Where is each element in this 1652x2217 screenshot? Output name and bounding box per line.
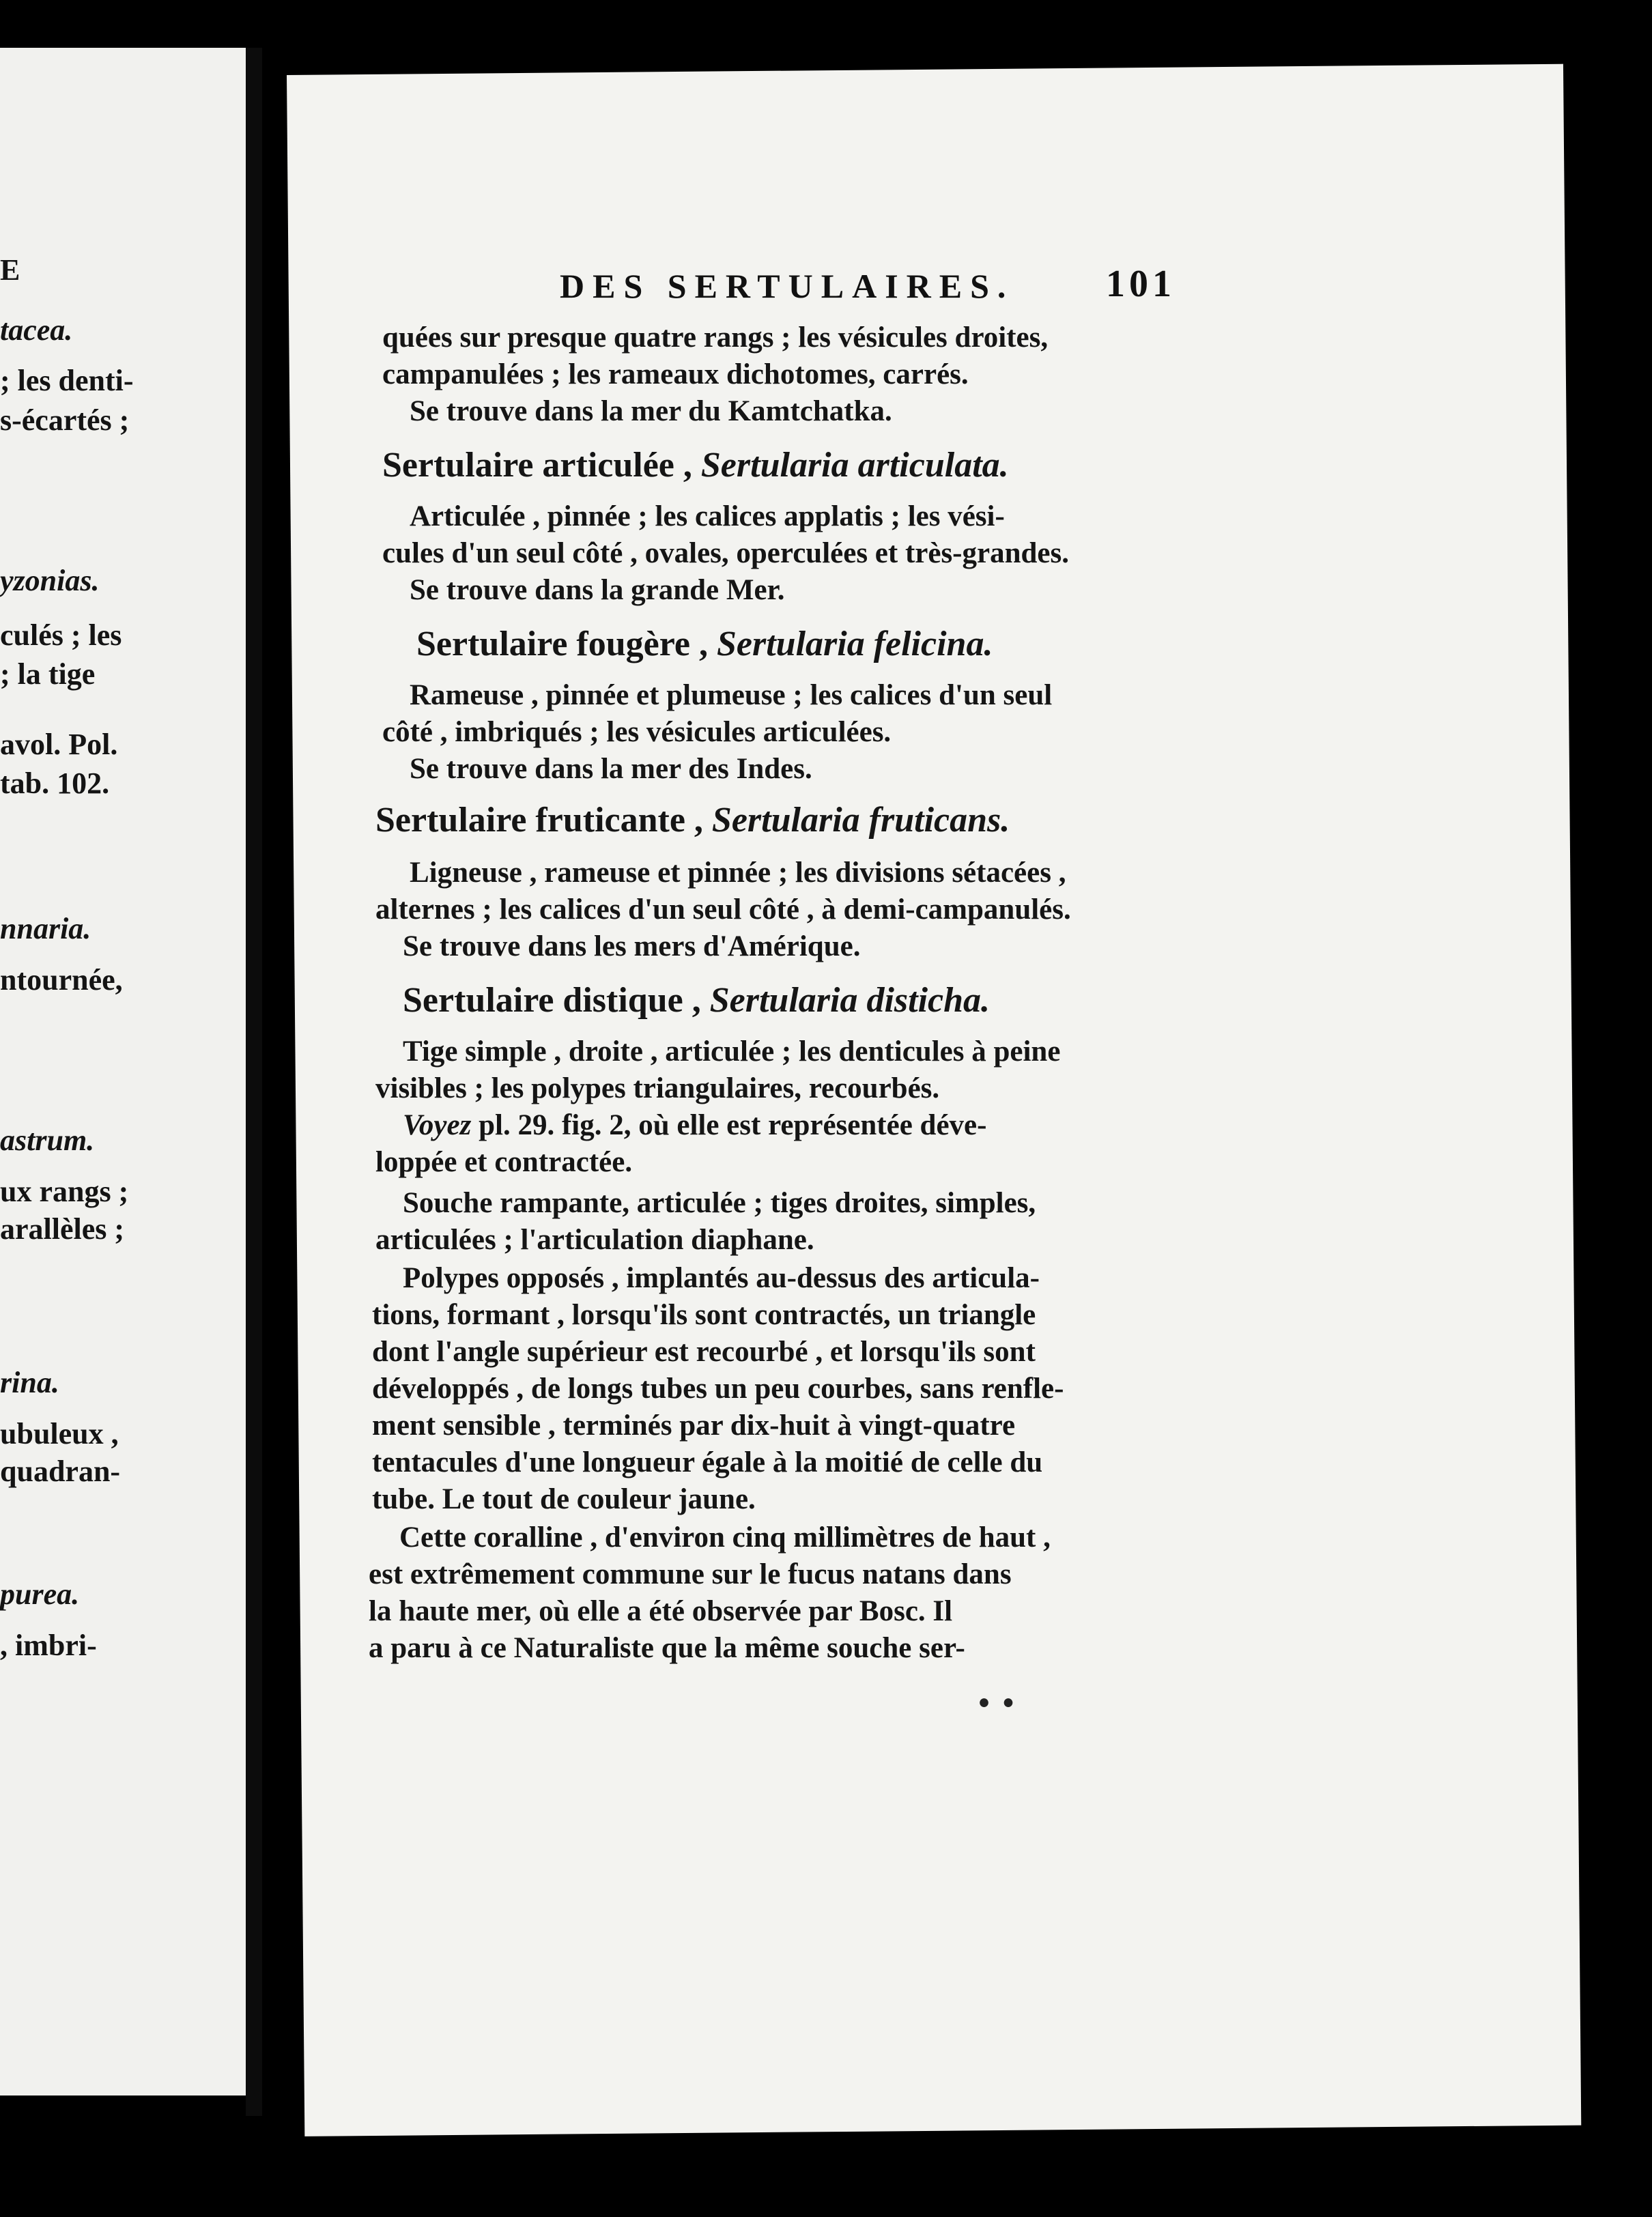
body-line: campanulées ; les rameaux dichotomes, carrés. (382, 358, 969, 390)
body-line: Ligneuse , rameuse et pinnée ; les divisions sétacées , (410, 857, 1066, 889)
heading-latin: Sertularia articulata. (700, 446, 1009, 485)
body-line: développés , de longs tubes un peu courbes, sans renfle- (372, 1373, 1064, 1405)
species-heading (375, 800, 1010, 840)
body-line: quées sur presque quatre rangs ; les vésicules droites, (382, 321, 1049, 354)
left-line: tacea. (0, 313, 73, 347)
body-line: loppée et contractée. (375, 1146, 633, 1178)
body-line: Tige simple , droite , articulée ; les denticules à peine (403, 1035, 1061, 1068)
left-line: , imbri- (0, 1629, 97, 1662)
heading-french: Sertulaire articulée , (382, 446, 701, 485)
voyez-italic: Voyez (403, 1109, 472, 1141)
body-line: tube. Le tout de couleur jaune. (372, 1483, 756, 1515)
ink-specks: • • (976, 1689, 1016, 1718)
heading-latin: Sertularia disticha. (709, 981, 991, 1020)
left-line: nnaria. (0, 912, 91, 945)
body-line: Se trouve dans les mers d'Amérique. (403, 930, 861, 962)
body-line: côté , imbriqués ; les vésicules articulées. (382, 716, 892, 748)
left-line: rina. (0, 1366, 59, 1399)
heading-latin: Sertularia fruticans. (711, 801, 1010, 840)
body-line: cules d'un seul côté , ovales, operculées et très-grandes. (382, 537, 1069, 569)
left-line: quadran- (0, 1455, 121, 1488)
body-line: la haute mer, où elle a été observée par Bosc. Il (369, 1595, 953, 1627)
left-page-fragment (0, 48, 246, 2096)
left-line: arallèles ; (0, 1212, 125, 1246)
left-line: astrum. (0, 1124, 95, 1157)
left-line: yzonias. (0, 564, 100, 597)
left-line: E (0, 253, 20, 287)
body-line: Articulée , pinnée ; les calices applatis ; les vési- (410, 500, 1005, 532)
page-number: 101 (1106, 263, 1176, 305)
left-line: tab. 102. (0, 767, 110, 800)
left-line: ntournée, (0, 963, 123, 997)
heading-french: Sertulaire fruticante , (375, 801, 712, 840)
body-line-rest: pl. 29. fig. 2, où elle est représentée déve- (471, 1109, 987, 1141)
body-line: a paru à ce Naturaliste que la même souche ser- (369, 1632, 965, 1664)
body-line: Se trouve dans la mer du Kamtchatka. (410, 395, 892, 427)
heading-french: Sertulaire fougère , (416, 625, 717, 663)
body-line: Cette coralline , d'environ cinq millimètres de haut , (399, 1521, 1051, 1554)
body-line: tentacules d'une longueur égale à la moitié de celle du (372, 1446, 1043, 1478)
body-line: Rameuse , pinnée et plumeuse ; les calices d'un seul (410, 679, 1053, 711)
running-head: DES SERTULAIRES. (560, 267, 1014, 305)
body-line: ment sensible , terminés par dix-huit à vingt-quatre (372, 1410, 1016, 1442)
left-line: culés ; les (0, 618, 122, 652)
left-line: s-écartés ; (0, 403, 130, 437)
book-gutter (246, 48, 262, 2116)
left-line: purea. (0, 1577, 80, 1611)
species-heading (382, 445, 1009, 485)
species-heading (416, 624, 993, 664)
left-line: ux rangs ; (0, 1175, 129, 1208)
body-line (403, 1108, 986, 1142)
heading-french: Sertulaire distique , (403, 981, 710, 1020)
body-line: visibles ; les polypes triangulaires, recourbés. (375, 1072, 940, 1104)
body-line: dont l'angle supérieur est recourbé , et lorsqu'ils sont (372, 1336, 1036, 1368)
body-line: tions, formant , lorsqu'ils sont contractés, un triangle (372, 1299, 1036, 1331)
body-line: alternes ; les calices d'un seul côté , à demi-campanulés. (375, 893, 1071, 926)
species-heading (403, 980, 990, 1020)
left-line: avol. Pol. (0, 728, 118, 761)
body-line: Souche rampante, articulée ; tiges droites, simples, (403, 1187, 1036, 1219)
body-line: Polypes opposés , implantés au-dessus des articula- (403, 1262, 1040, 1294)
heading-latin: Sertularia felicina. (716, 625, 993, 663)
body-line: articulées ; l'articulation diaphane. (375, 1224, 814, 1256)
body-line: Se trouve dans la grande Mer. (410, 574, 785, 606)
body-line: Se trouve dans la mer des Indes. (410, 753, 812, 785)
left-line: ; la tige (0, 657, 96, 691)
left-line: ; les denti- (0, 364, 134, 397)
body-line: est extrêmement commune sur le fucus natans dans (369, 1558, 1012, 1590)
left-line: ubuleux , (0, 1417, 119, 1450)
